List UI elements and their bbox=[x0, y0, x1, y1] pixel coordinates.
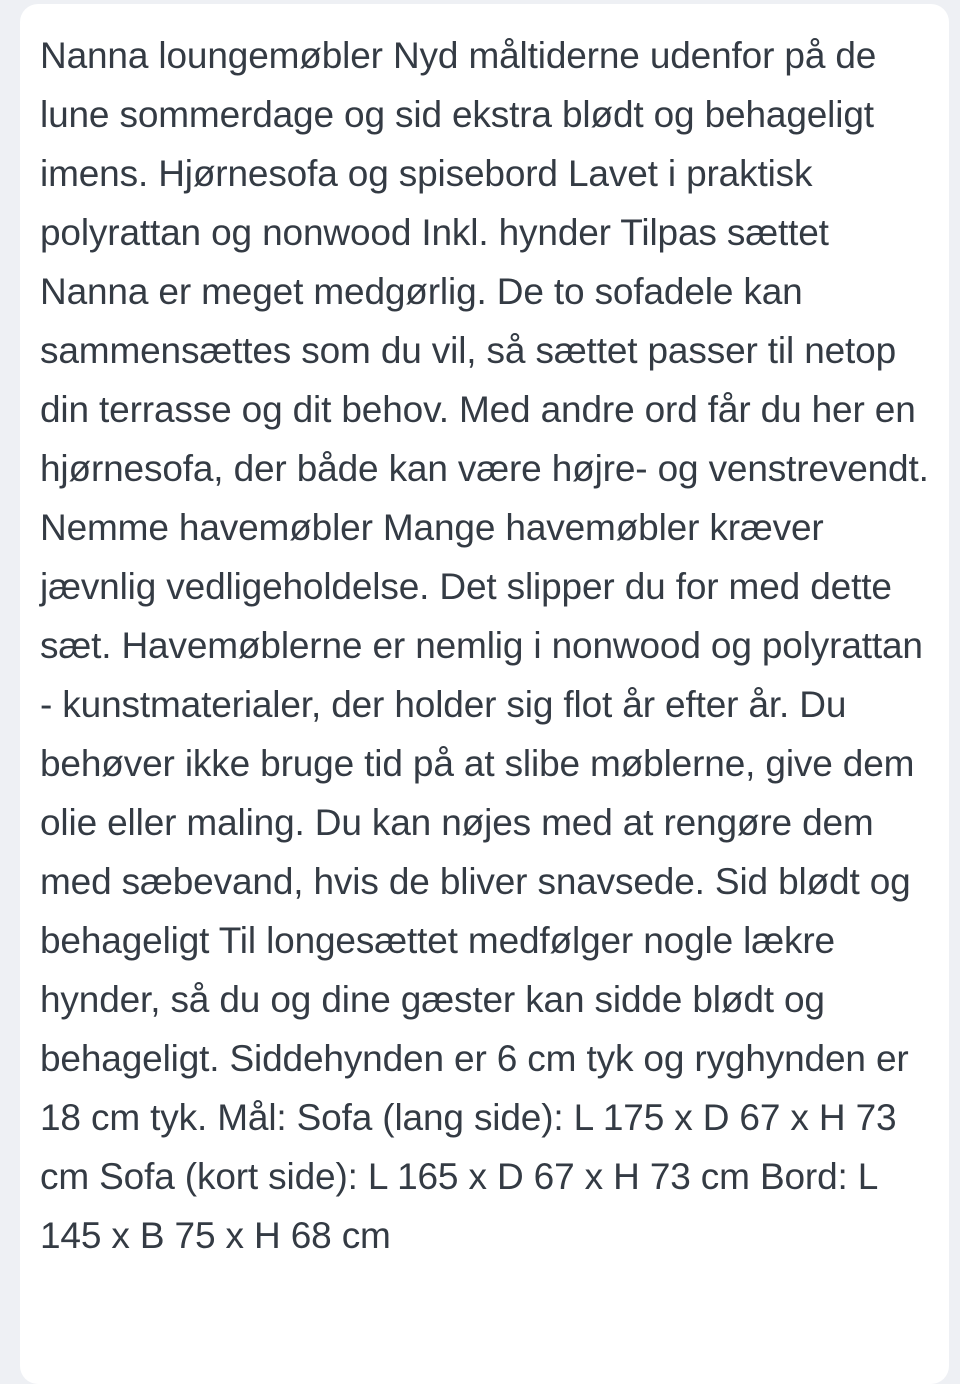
product-description-text: Nanna loungemøbler Nyd måltiderne udenfor på de lune sommerdage og sid ekstra blødt og behageligt imens. Hjørnesofa og spisebord Lavet i praktisk polyrattan og nonwood Inkl. hynder Tilpas sættet Nanna er meget medgørlig. De to sofadele kan sammensættes som du vil, så sættet passer til netop din terrasse og dit behov. Med andre ord får du her en hjørnesofa, der både kan være højre- og venstrevendt. Nemme havemøbler Mange havemøbler kræver jævnlig vedligeholdelse. Det slipper du for med dette sæt. Havemøblerne er nemlig i nonwood og polyrattan - kunstmaterialer, der holder sig flot år efter år. Du behøver ikke bruge tid på at slibe møblerne, give dem olie eller maling. Du kan nøjes med at rengøre dem med sæbevand, hvis de bliver snavsede. Sid blødt og behageligt Til longesættet medfølger nogle lækre hynder, så du og dine gæster kan sidde blødt og behageligt. Siddehynden er 6 cm tyk og ryghynden er 18 cm tyk. Mål: Sofa (lang side): L 175 x D 67 x H 73 cm Sofa (kort side): L 165 x D 67 x H 73 cm Bord: L 145 x B 75 x H 68 cm bbox=[40, 35, 929, 1256]
description-card bbox=[20, 4, 949, 1384]
